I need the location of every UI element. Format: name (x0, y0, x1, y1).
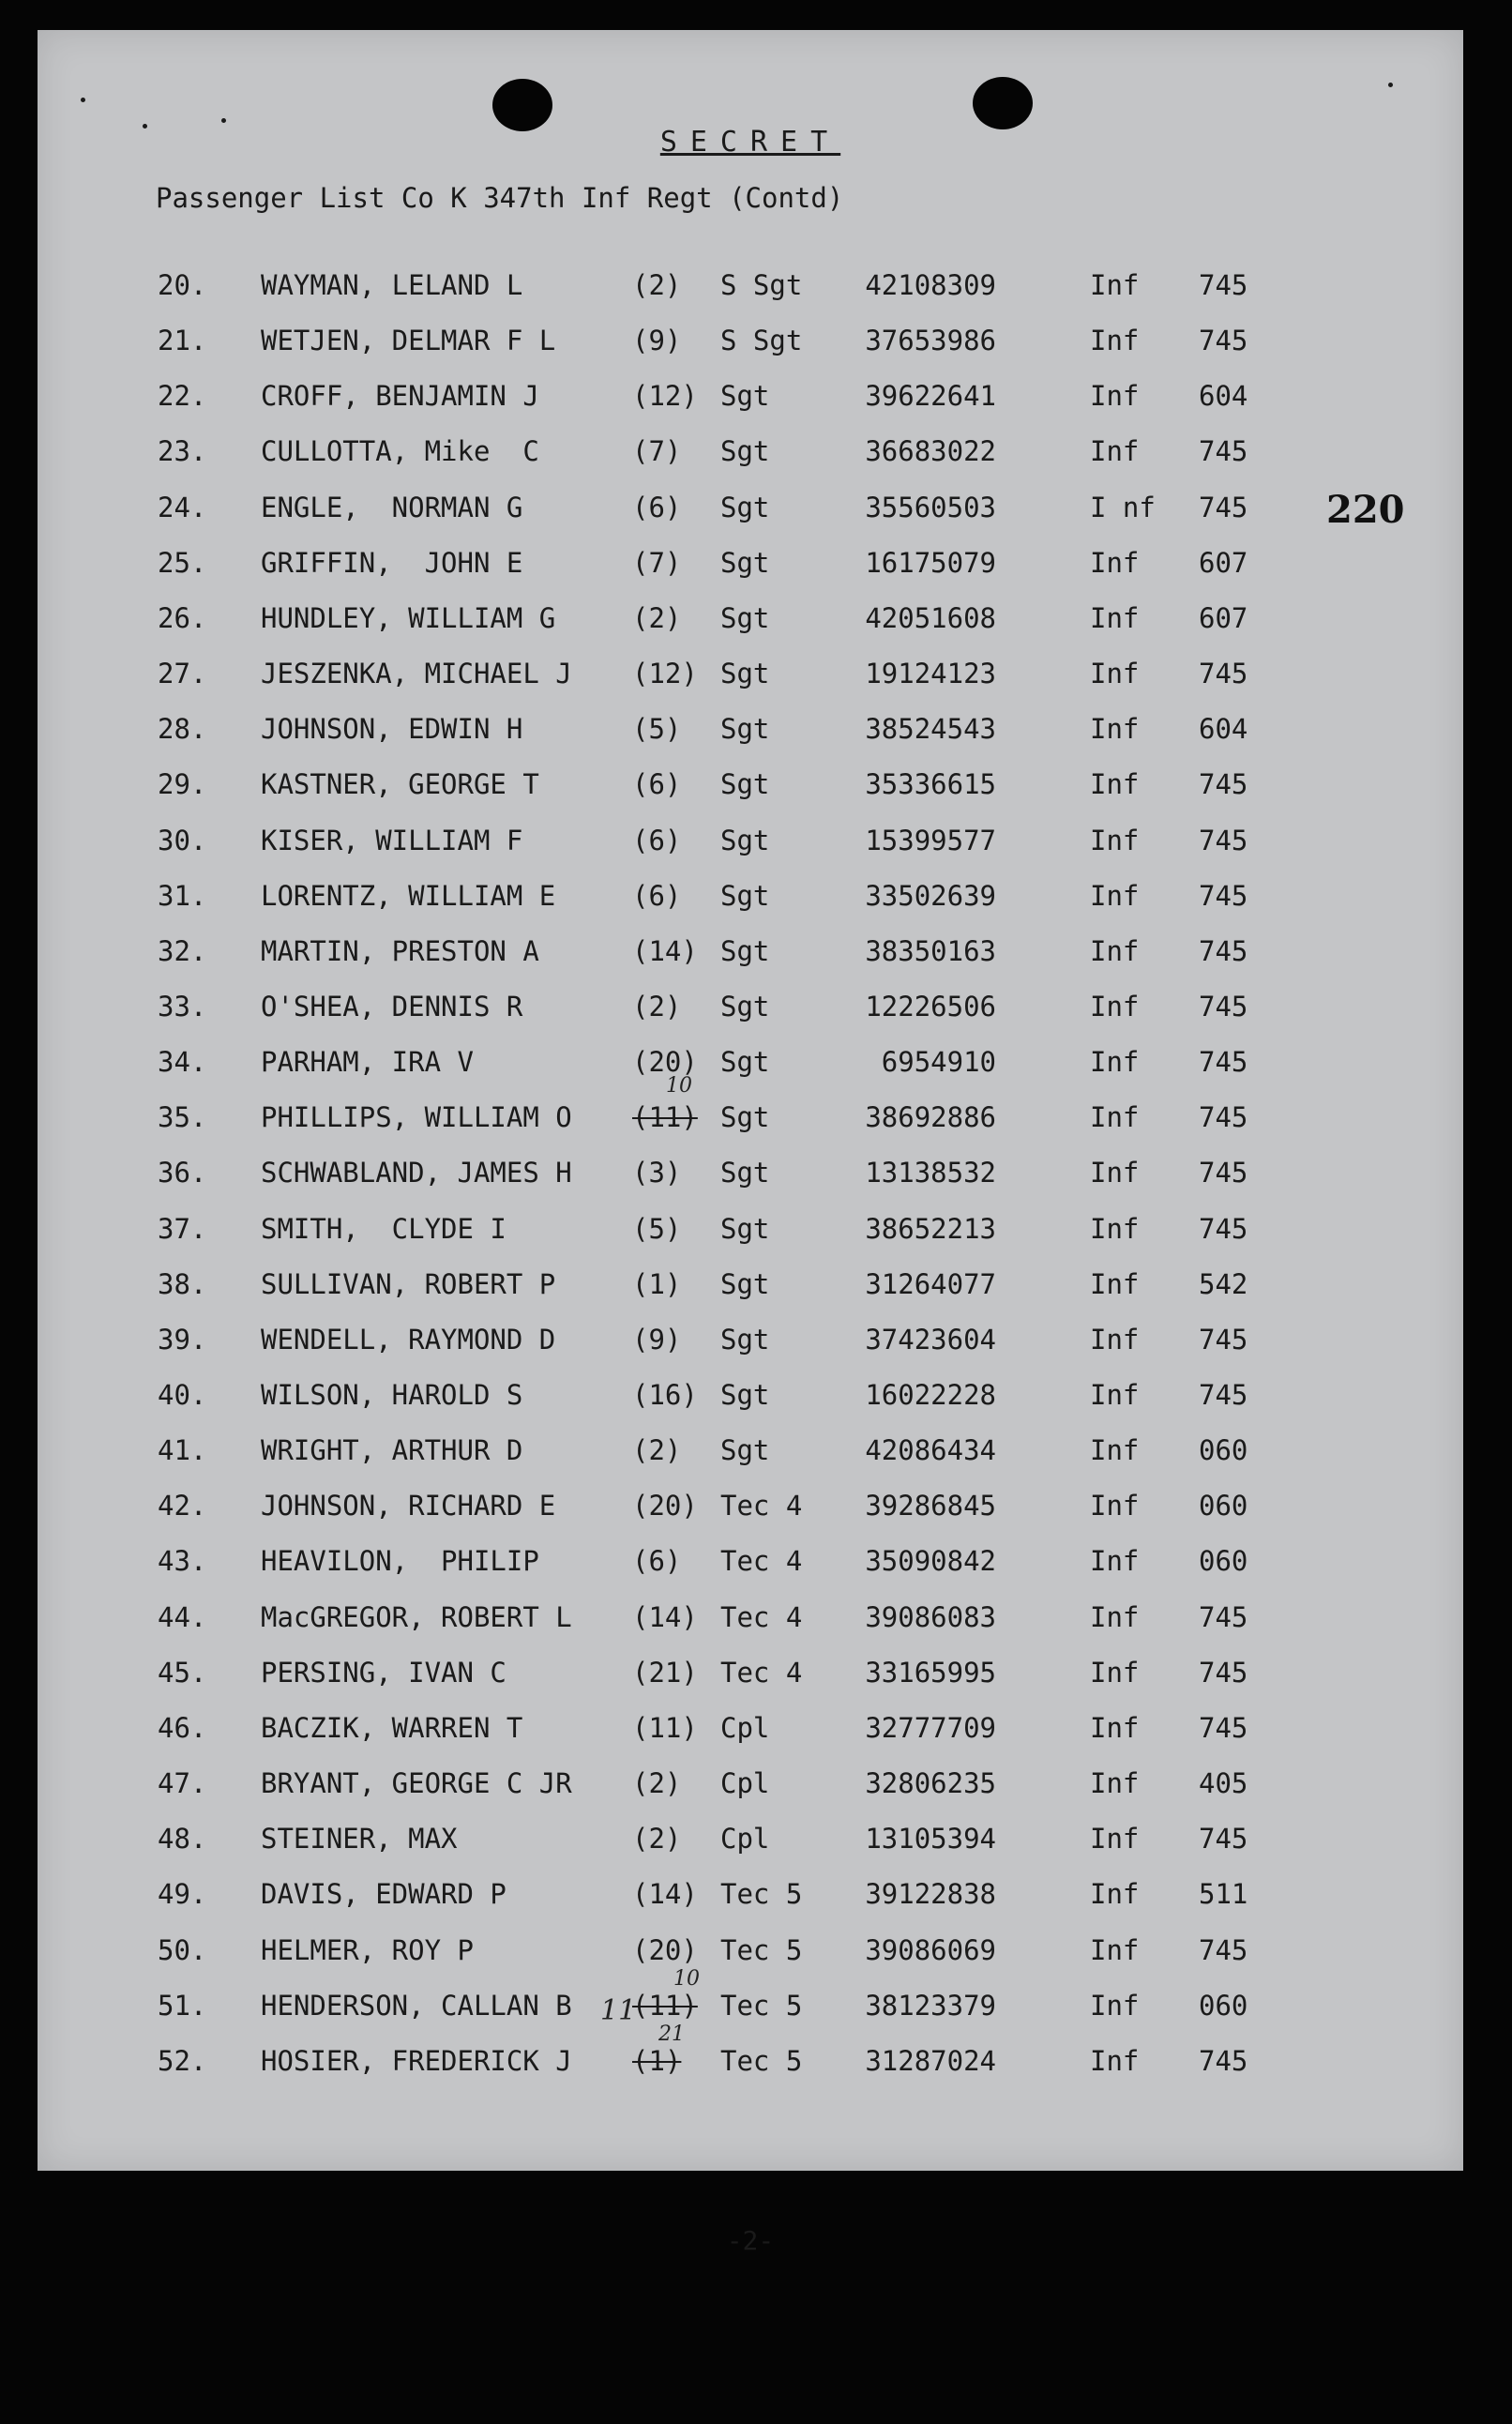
row-number: 26. (158, 601, 207, 634)
number: 745 (1199, 1101, 1248, 1134)
arm: Inf (1090, 1989, 1140, 2022)
row-number: 20. (158, 269, 207, 301)
row-number: 47. (158, 1767, 207, 1800)
arm: Inf (1090, 934, 1140, 967)
table-row (38, 536, 1463, 591)
rank: Sgt (720, 824, 770, 856)
arm: Inf (1090, 1046, 1140, 1079)
serial-number: 38692886 (865, 1101, 996, 1134)
serial-number: 16022228 (865, 1379, 996, 1411)
serial-number: 13138532 (865, 1157, 996, 1189)
serial-number: 38652213 (865, 1212, 996, 1245)
number: 745 (1199, 269, 1248, 301)
number: 745 (1199, 1656, 1248, 1689)
table-row (38, 1035, 1463, 1090)
rank: Sgt (720, 934, 770, 967)
table-row (38, 1145, 1463, 1201)
row-number: 23. (158, 435, 207, 468)
row-number: 41. (158, 1434, 207, 1467)
code: (5) (632, 1212, 682, 1245)
serial-number: 35090842 (865, 1545, 996, 1578)
number: 745 (1199, 435, 1248, 468)
punch-hole (973, 77, 1033, 129)
arm: Inf (1090, 1323, 1140, 1356)
number: 607 (1199, 601, 1248, 634)
arm: Inf (1090, 1823, 1140, 1856)
code: (6) (632, 491, 682, 523)
arm: Inf (1090, 380, 1140, 413)
arm: Inf (1090, 1656, 1140, 1689)
arm: Inf (1090, 1101, 1140, 1134)
arm: Inf (1090, 1933, 1140, 1966)
rank: Sgt (720, 1046, 770, 1079)
table-row (38, 1811, 1463, 1867)
rank: Sgt (720, 713, 770, 746)
passenger-name: JOHNSON, RICHARD E (261, 1490, 556, 1523)
passenger-name: SULLIVAN, ROBERT P (261, 1267, 556, 1300)
passenger-name: JESZENKA, MICHAEL J (261, 658, 572, 690)
passenger-name: HOSIER, FREDERICK J (261, 2044, 572, 2077)
number: 604 (1199, 713, 1248, 746)
code: (2) (632, 1434, 682, 1467)
arm: Inf (1090, 1490, 1140, 1523)
row-number: 28. (158, 713, 207, 746)
arm: Inf (1090, 1711, 1140, 1744)
code: (1) (632, 2044, 682, 2077)
code: (7) (632, 546, 682, 579)
rank: Sgt (720, 1212, 770, 1245)
row-number: 38. (158, 1267, 207, 1300)
rank: Sgt (720, 491, 770, 523)
passenger-name: BACZIK, WARREN T (261, 1711, 523, 1744)
passenger-name: ENGLE, NORMAN G (261, 491, 523, 523)
table-row (38, 1202, 1463, 1257)
number: 745 (1199, 1379, 1248, 1411)
stamp-number: 220 (1326, 488, 1405, 532)
row-number: 37. (158, 1212, 207, 1245)
page-number: -2- (726, 2225, 775, 2256)
table-row (38, 1867, 1463, 1922)
row-number: 44. (158, 1600, 207, 1633)
serial-number: 6954910 (881, 1046, 996, 1079)
rank: Sgt (720, 435, 770, 468)
arm: Inf (1090, 1878, 1140, 1911)
row-number: 40. (158, 1379, 207, 1411)
code: (12) (632, 380, 698, 413)
arm: Inf (1090, 325, 1140, 357)
arm: Inf (1090, 768, 1140, 801)
number: 745 (1199, 990, 1248, 1023)
handwritten-correction: 10 (673, 1967, 700, 1991)
code: (6) (632, 1545, 682, 1578)
row-number: 25. (158, 546, 207, 579)
row-number: 29. (158, 768, 207, 801)
passenger-name: PARHAM, IRA V (261, 1046, 474, 1079)
passenger-name: WAYMAN, LELAND L (261, 269, 523, 301)
code: (20) (632, 1490, 698, 1523)
row-number: 46. (158, 1711, 207, 1744)
code: (20) (632, 1933, 698, 1966)
arm: I nf (1090, 491, 1156, 523)
passenger-name: STEINER, MAX (261, 1823, 458, 1856)
arm: Inf (1090, 1379, 1140, 1411)
arm: Inf (1090, 1157, 1140, 1189)
code: (6) (632, 879, 682, 912)
code: (2) (632, 269, 682, 301)
serial-number: 42086434 (865, 1434, 996, 1467)
table-row (38, 2034, 1463, 2089)
row-number: 49. (158, 1878, 207, 1911)
number: 745 (1199, 1157, 1248, 1189)
rank: Sgt (720, 546, 770, 579)
passenger-name: KASTNER, GEORGE T (261, 768, 539, 801)
row-number: 35. (158, 1101, 207, 1134)
table-row (38, 1312, 1463, 1368)
passenger-name: PERSING, IVAN C (261, 1656, 507, 1689)
rank: Sgt (720, 1157, 770, 1189)
speck (1388, 83, 1393, 87)
rank: Tec 5 (720, 1933, 803, 1966)
table-row (38, 979, 1463, 1035)
number: 745 (1199, 491, 1248, 523)
code: (9) (632, 1323, 682, 1356)
serial-number: 33165995 (865, 1656, 996, 1689)
row-number: 34. (158, 1046, 207, 1079)
number: 745 (1199, 1212, 1248, 1245)
serial-number: 37423604 (865, 1323, 996, 1356)
code: (11) (632, 1101, 698, 1134)
row-number: 45. (158, 1656, 207, 1689)
number: 745 (1199, 658, 1248, 690)
passenger-name: MARTIN, PRESTON A (261, 934, 539, 967)
number: 745 (1199, 768, 1248, 801)
passenger-name: HENDERSON, CALLAN B (261, 1989, 572, 2022)
passenger-name: WENDELL, RAYMOND D (261, 1323, 556, 1356)
arm: Inf (1090, 2044, 1140, 2077)
rank: Tec 4 (720, 1545, 803, 1578)
passenger-name: WETJEN, DELMAR F L (261, 325, 556, 357)
handwritten-correction: 21 (658, 2023, 685, 2046)
number: 745 (1199, 1823, 1248, 1856)
number: 060 (1199, 1490, 1248, 1523)
code: (14) (632, 1600, 698, 1633)
serial-number: 16175079 (865, 546, 996, 579)
row-number: 36. (158, 1157, 207, 1189)
table-row (38, 1423, 1463, 1478)
row-number: 31. (158, 879, 207, 912)
rank: Sgt (720, 1434, 770, 1467)
arm: Inf (1090, 269, 1140, 301)
serial-number: 35336615 (865, 768, 996, 801)
row-number: 51. (158, 1989, 207, 2022)
passenger-name: SMITH, CLYDE I (261, 1212, 507, 1245)
code: (16) (632, 1379, 698, 1411)
passenger-name: PHILLIPS, WILLIAM O (261, 1101, 572, 1134)
serial-number: 12226506 (865, 990, 996, 1023)
passenger-name: LORENTZ, WILLIAM E (261, 879, 556, 912)
rank: Tec 5 (720, 1989, 803, 2022)
table-row (38, 313, 1463, 369)
arm: Inf (1090, 824, 1140, 856)
speck (81, 98, 85, 102)
passenger-name: WILSON, HAROLD S (261, 1379, 523, 1411)
code: (7) (632, 435, 682, 468)
table-row (38, 480, 1463, 536)
serial-number: 39122838 (865, 1878, 996, 1911)
serial-number: 39286845 (865, 1490, 996, 1523)
row-number: 21. (158, 325, 207, 357)
serial-number: 31264077 (865, 1267, 996, 1300)
number: 745 (1199, 934, 1248, 967)
code: (11) (632, 1711, 698, 1744)
serial-number: 39622641 (865, 380, 996, 413)
rank: Cpl (720, 1767, 770, 1800)
code: (6) (632, 768, 682, 801)
number: 511 (1199, 1878, 1248, 1911)
table-row (38, 591, 1463, 646)
table-row (38, 1478, 1463, 1534)
arm: Inf (1090, 601, 1140, 634)
passenger-name: JOHNSON, EDWIN H (261, 713, 523, 746)
passenger-name: CULLOTTA, Mike C (261, 435, 539, 468)
serial-number: 36683022 (865, 435, 996, 468)
arm: Inf (1090, 658, 1140, 690)
number: 745 (1199, 1046, 1248, 1079)
passenger-name: SCHWABLAND, JAMES H (261, 1157, 572, 1189)
arm: Inf (1090, 1434, 1140, 1467)
rank: Sgt (720, 1267, 770, 1300)
table-row (38, 1756, 1463, 1811)
code: (14) (632, 1878, 698, 1911)
table-row (38, 1701, 1463, 1756)
rank: Sgt (720, 601, 770, 634)
arm: Inf (1090, 713, 1140, 746)
passenger-name: MacGREGOR, ROBERT L (261, 1600, 572, 1633)
table-row (38, 924, 1463, 979)
code: (2) (632, 1767, 682, 1800)
number: 745 (1199, 1933, 1248, 1966)
number: 745 (1199, 879, 1248, 912)
number: 607 (1199, 546, 1248, 579)
arm: Inf (1090, 990, 1140, 1023)
table-row (38, 424, 1463, 479)
arm: Inf (1090, 546, 1140, 579)
code: (1) (632, 1267, 682, 1300)
code: (9) (632, 325, 682, 357)
table-row (38, 757, 1463, 812)
arm: Inf (1090, 1600, 1140, 1633)
table-row (38, 869, 1463, 924)
row-number: 33. (158, 990, 207, 1023)
rank: Tec 5 (720, 1878, 803, 1911)
row-number: 24. (158, 491, 207, 523)
code: (3) (632, 1157, 682, 1189)
serial-number: 38350163 (865, 934, 996, 967)
serial-number: 35560503 (865, 491, 996, 523)
serial-number: 37653986 (865, 325, 996, 357)
row-number: 39. (158, 1323, 207, 1356)
row-number: 27. (158, 658, 207, 690)
code: (2) (632, 990, 682, 1023)
punch-hole (492, 79, 552, 131)
serial-number: 39086069 (865, 1933, 996, 1966)
code: (11) (632, 1989, 698, 2022)
passenger-name: DAVIS, EDWARD P (261, 1878, 507, 1911)
code: (14) (632, 934, 698, 967)
document-header: SECRET (659, 126, 841, 159)
serial-number: 42051608 (865, 601, 996, 634)
code: (20) (632, 1046, 698, 1079)
number: 060 (1199, 1989, 1248, 2022)
table-row (38, 1090, 1463, 1145)
number: 604 (1199, 380, 1248, 413)
table-row (38, 702, 1463, 757)
code: (21) (632, 1656, 698, 1689)
number: 745 (1199, 824, 1248, 856)
passenger-name: BRYANT, GEORGE C JR (261, 1767, 572, 1800)
rank: Tec 4 (720, 1490, 803, 1523)
passenger-name: HUNDLEY, WILLIAM G (261, 601, 556, 634)
rank: Cpl (720, 1711, 770, 1744)
serial-number: 31287024 (865, 2044, 996, 2077)
number: 745 (1199, 325, 1248, 357)
table-row (38, 1923, 1463, 1978)
rank: Sgt (720, 879, 770, 912)
handwritten-correction: 11 (600, 1994, 637, 2027)
handwritten-correction: 10 (666, 1074, 692, 1098)
rank: Sgt (720, 768, 770, 801)
table-row (38, 813, 1463, 869)
passenger-name: GRIFFIN, JOHN E (261, 546, 523, 579)
passenger-name: CROFF, BENJAMIN J (261, 380, 539, 413)
number: 745 (1199, 1323, 1248, 1356)
table-row (38, 1257, 1463, 1312)
rank: Tec 4 (720, 1600, 803, 1633)
table-row (38, 646, 1463, 702)
table-row (38, 369, 1463, 424)
rank: Tec 5 (720, 2044, 803, 2077)
rank: Sgt (720, 1323, 770, 1356)
row-number: 50. (158, 1933, 207, 1966)
code: (6) (632, 824, 682, 856)
code: (5) (632, 713, 682, 746)
row-number: 32. (158, 934, 207, 967)
table-row (38, 1978, 1463, 2034)
document-page (38, 30, 1463, 2256)
number: 405 (1199, 1767, 1248, 1800)
rank: Tec 4 (720, 1656, 803, 1689)
document-subtitle: Passenger List Co K 347th Inf Regt (Contd) (156, 182, 844, 214)
number: 060 (1199, 1434, 1248, 1467)
arm: Inf (1090, 1545, 1140, 1578)
passenger-name: KISER, WILLIAM F (261, 824, 523, 856)
rank: Sgt (720, 380, 770, 413)
passenger-name: HELMER, ROY P (261, 1933, 474, 1966)
serial-number: 32777709 (865, 1711, 996, 1744)
serial-number: 38524543 (865, 713, 996, 746)
table-row (38, 1534, 1463, 1589)
serial-number: 13105394 (865, 1823, 996, 1856)
row-number: 48. (158, 1823, 207, 1856)
number: 060 (1199, 1545, 1248, 1578)
code: (12) (632, 658, 698, 690)
passenger-name: O'SHEA, DENNIS R (261, 990, 523, 1023)
rank: Sgt (720, 1379, 770, 1411)
number: 745 (1199, 1711, 1248, 1744)
rank: S Sgt (720, 325, 803, 357)
number: 745 (1199, 1600, 1248, 1633)
rank: Sgt (720, 990, 770, 1023)
arm: Inf (1090, 1212, 1140, 1245)
code: (2) (632, 1823, 682, 1856)
serial-number: 15399577 (865, 824, 996, 856)
table-row (38, 1645, 1463, 1701)
table-row (38, 1368, 1463, 1423)
arm: Inf (1090, 879, 1140, 912)
speck (221, 118, 226, 123)
row-number: 42. (158, 1490, 207, 1523)
serial-number: 32806235 (865, 1767, 996, 1800)
row-number: 30. (158, 824, 207, 856)
arm: Inf (1090, 1767, 1140, 1800)
code: (2) (632, 601, 682, 634)
rank: Cpl (720, 1823, 770, 1856)
number: 745 (1199, 2044, 1248, 2077)
passenger-name: HEAVILON, PHILIP (261, 1545, 539, 1578)
row-number: 22. (158, 380, 207, 413)
serial-number: 38123379 (865, 1989, 996, 2022)
passenger-name: WRIGHT, ARTHUR D (261, 1434, 523, 1467)
table-row (38, 258, 1463, 313)
row-number: 52. (158, 2044, 207, 2077)
rank: S Sgt (720, 269, 803, 301)
arm: Inf (1090, 435, 1140, 468)
row-number: 43. (158, 1545, 207, 1578)
arm: Inf (1090, 1267, 1140, 1300)
table-row (38, 1590, 1463, 1645)
number: 542 (1199, 1267, 1248, 1300)
rank: Sgt (720, 1101, 770, 1134)
serial-number: 19124123 (865, 658, 996, 690)
serial-number: 33502639 (865, 879, 996, 912)
serial-number: 39086083 (865, 1600, 996, 1633)
rank: Sgt (720, 658, 770, 690)
serial-number: 42108309 (865, 269, 996, 301)
